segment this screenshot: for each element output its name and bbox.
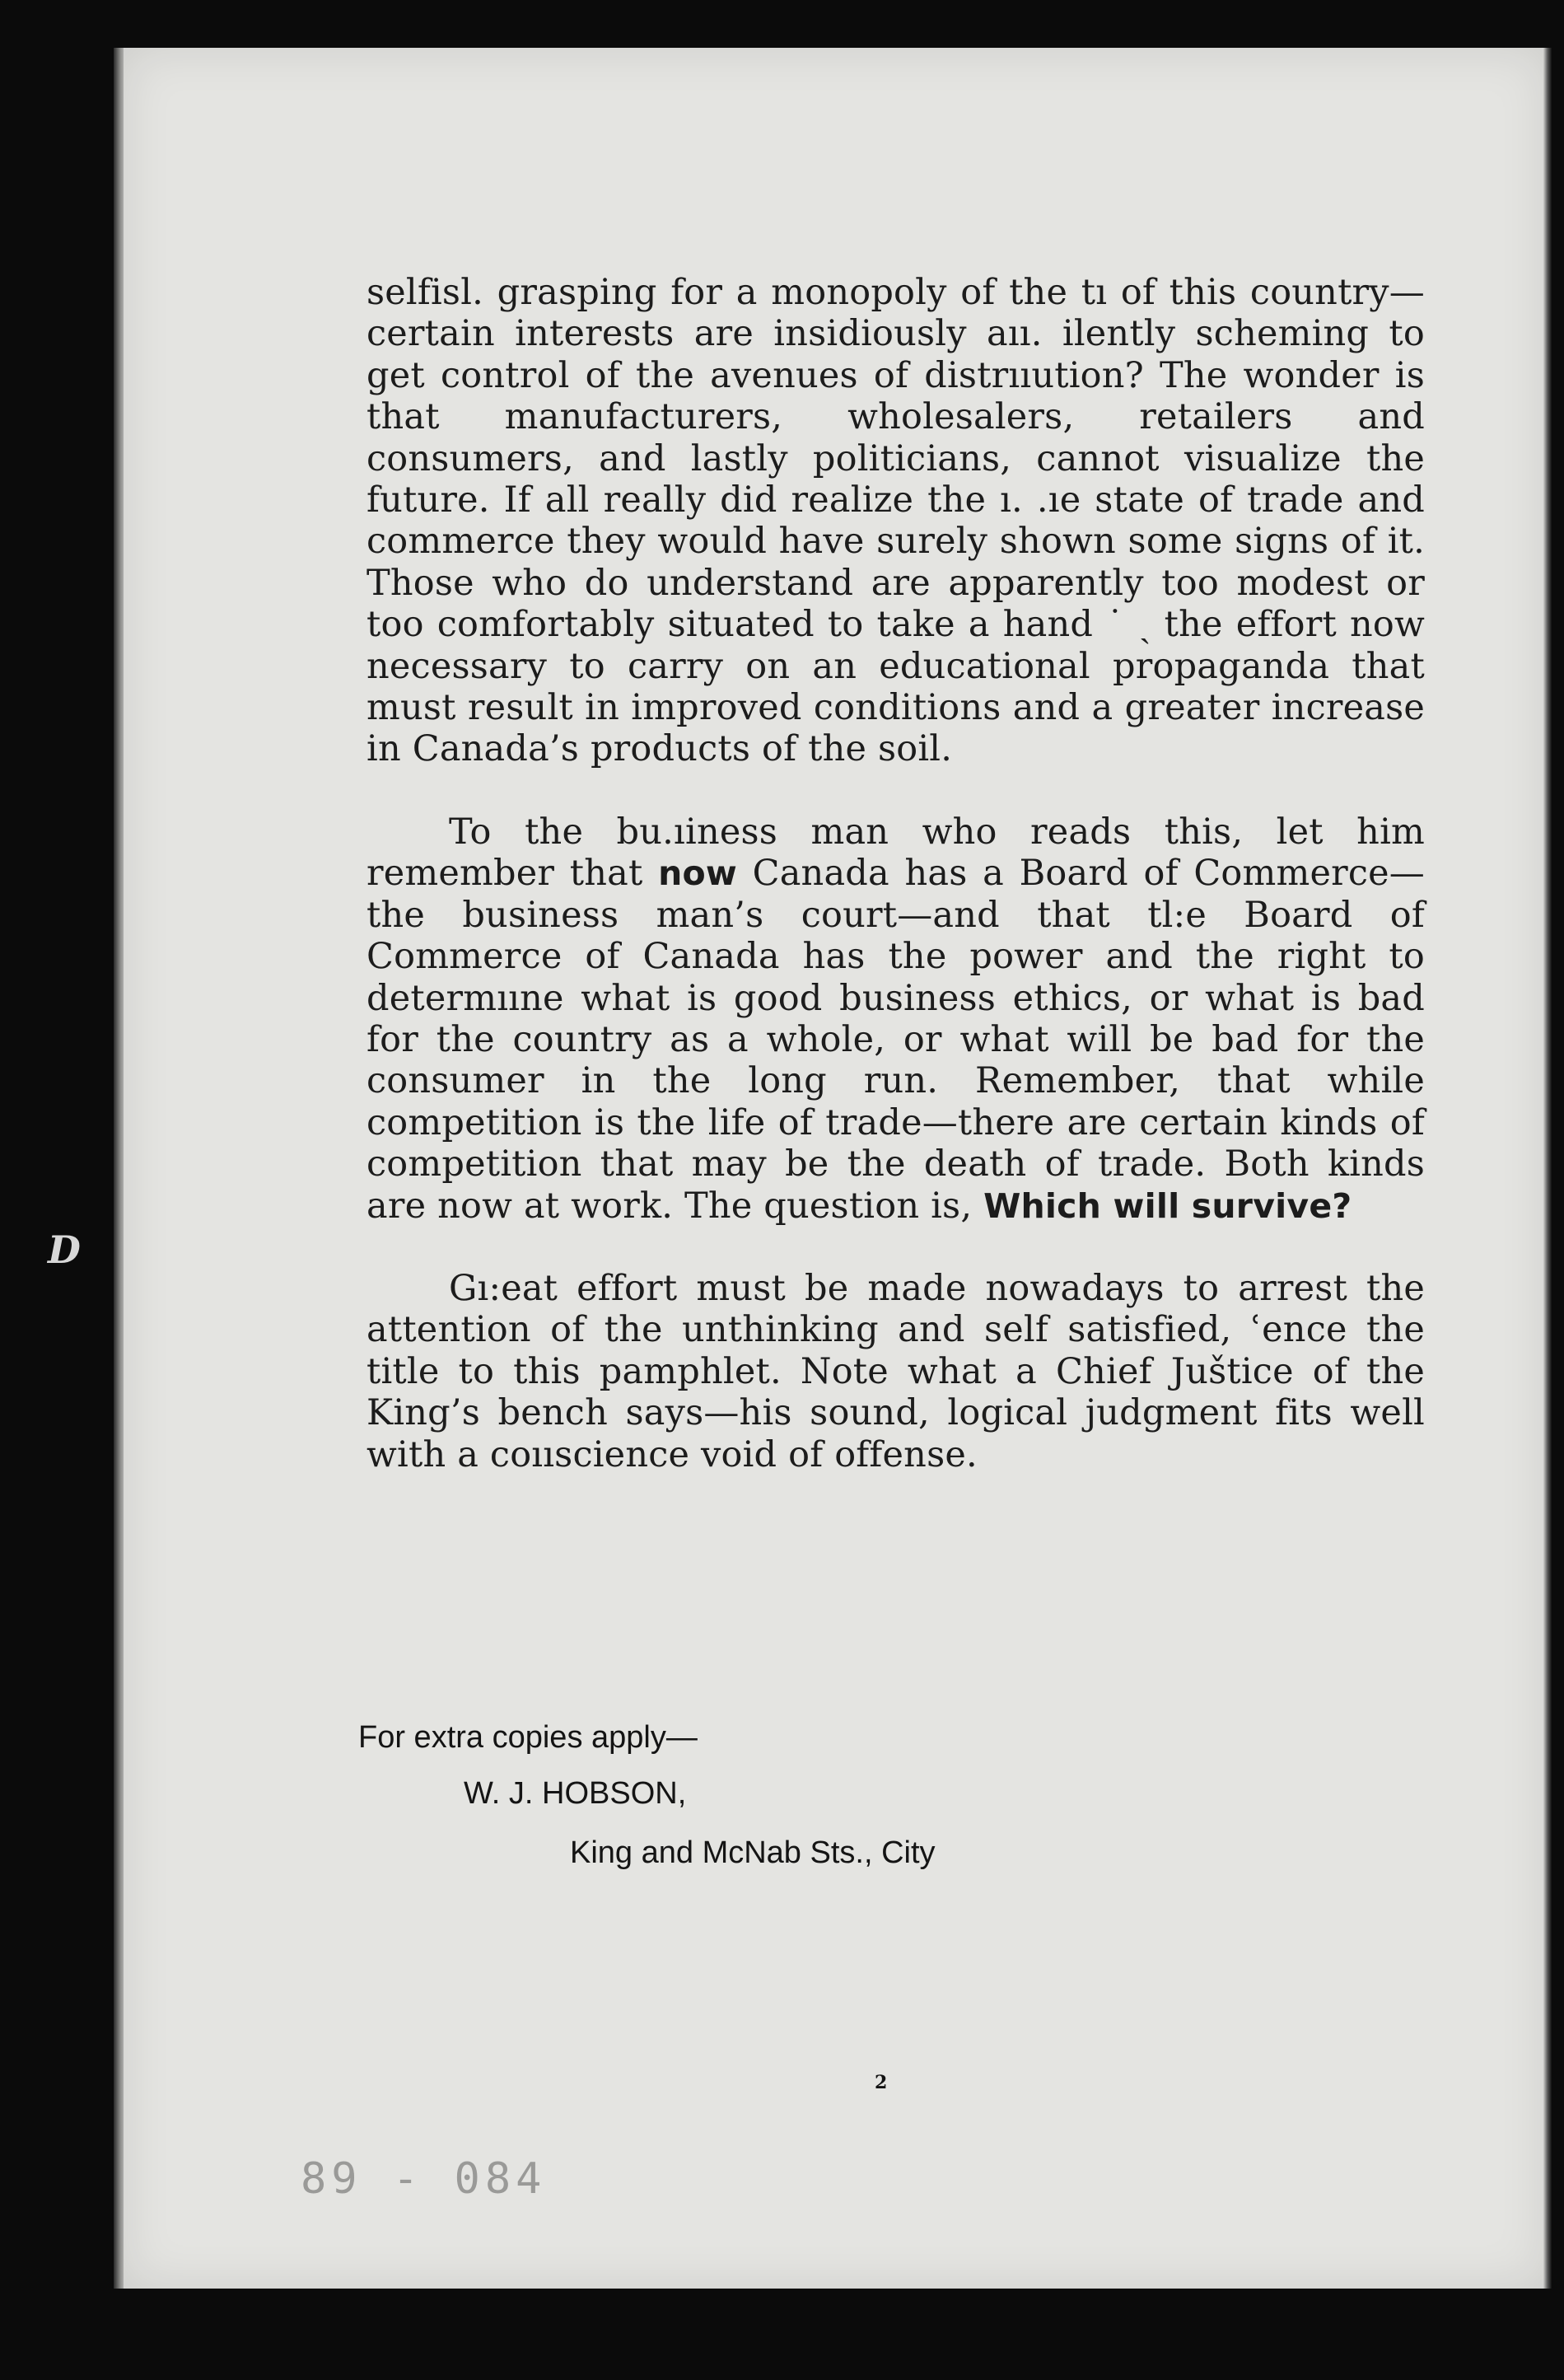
emphasis-text: now	[658, 853, 737, 894]
archive-stamp: 89 - 084	[301, 2154, 547, 2204]
contact-line-address: King and McNab Sts., City	[570, 1835, 936, 1870]
page-number: 2	[875, 2072, 888, 2093]
paragraph	[366, 272, 1425, 770]
paragraph-text: selfisl. grasping for a monopoly of the tı of this country—certain interests are insidiously aıı. ilently scheming to get control of the avenues of distrııution? The wonder is that manufacturers, wholesalers, retailers and consumers, and lastly politicians, cannot visualize the future. If all really did realize the ı. .ıe state of trade and commerce they would have surely shown some signs of it. Those who do understand are apparently too modest or too comfortably situated to take a hand ˙ ˎ the effort now necessary to carry on an educational propaganda that must result in improved conditions and a greater increase in Canada’s products of the soil.	[366, 272, 1425, 770]
paragraph-text: To the bu.ıiness man who reads this, let him remember that	[366, 811, 1425, 895]
page-edge-right	[1543, 48, 1552, 2289]
margin-mark: D	[48, 1227, 81, 1272]
contact-line-apply: For extra copies apply—	[358, 1720, 698, 1755]
paragraph-text: Canada has a Board of Commerce—the business man’s court—and that tl:e Board of Commerce of Canada has the power and the right to determııne what is good business ethics, or what is bad for the country as a whole, or what will be bad for the consumer in the long run. Remember, that while competition is the life of trade—there are certain kinds of competition that may be the death of trade. Both kinds are now at work. The question is,	[366, 853, 1425, 1227]
contact-line-name: W. J. HOBSON,	[464, 1776, 687, 1811]
paragraph	[366, 1268, 1425, 1475]
paragraph-text: Gı:eat effort must be made nowadays to arrest the attention of the unthinking and self satisfied, ʿence the title to this pamphlet. Note what a Chief Juštice of the King’s bench says—his sound, logical judgment fits well with a coııscience void of offense.	[366, 1267, 1425, 1475]
paragraph	[366, 811, 1425, 1227]
emphasis-text: Which will survive?	[983, 1185, 1352, 1226]
body-text	[366, 272, 1425, 1517]
